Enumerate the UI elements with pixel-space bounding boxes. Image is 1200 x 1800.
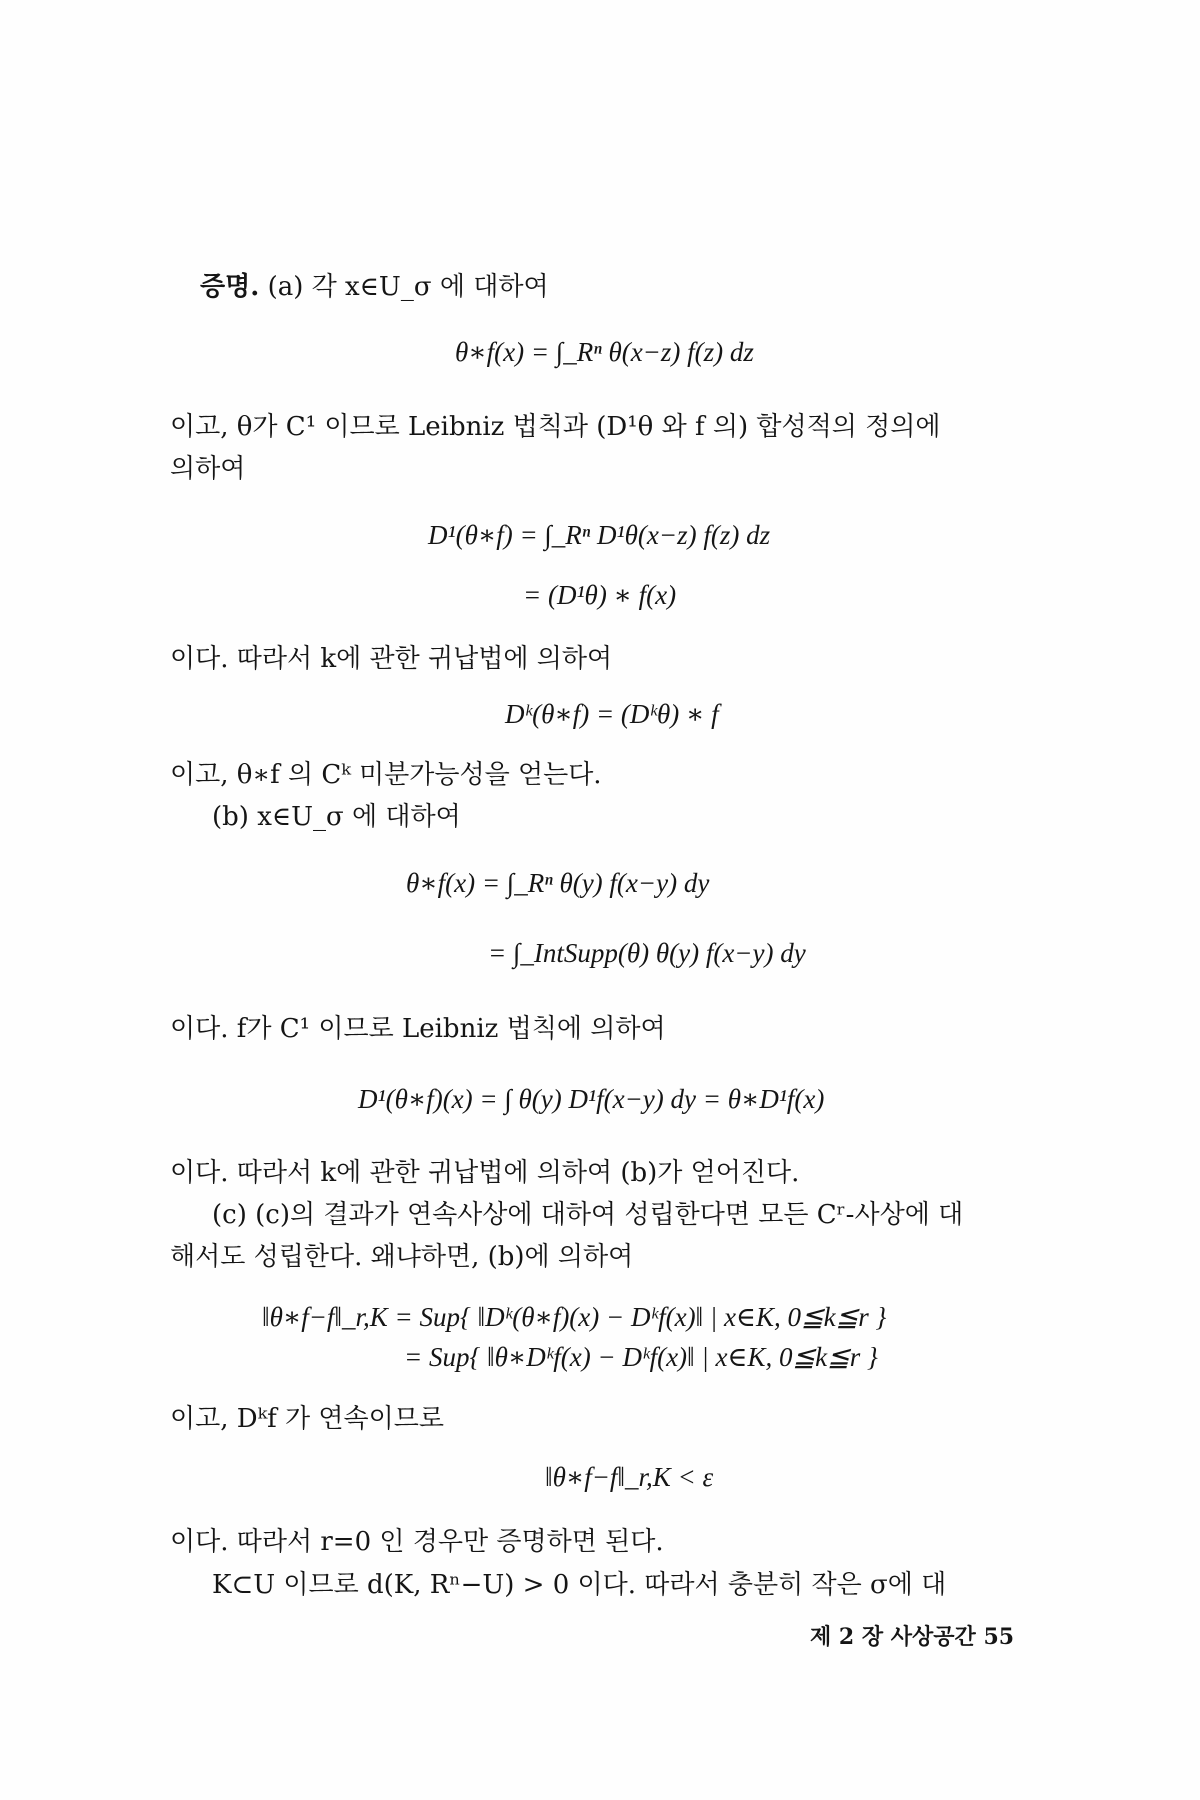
eq-derivative-k: Dᵏ(θ∗f) = (Dᵏθ) ∗ f [505, 699, 719, 729]
text-line-3: 이고, θ가 C¹ 이므로 Leibniz 법칙과 (D¹θ 와 f 의) 합성적의 정의에 [170, 412, 941, 442]
eq-convolution-b2: = ∫_IntSupp(θ) θ(y) f(x−y) dy [488, 938, 806, 968]
text-line-9: 이고, θ∗f 의 Cᵏ 미분가능성을 얻는다. [170, 760, 602, 790]
eq-derivative-1: D¹(θ∗f) = ∫_Rⁿ D¹θ(x−z) f(z) dz [428, 520, 771, 550]
eq-norm-sup-1: ‖θ∗f−f‖_r,K = Sup{ ‖Dᵏ(θ∗f)(x) − Dᵏf(x)‖ | x∈K, 0≦k≦r } [262, 1302, 887, 1332]
eq-norm-epsilon: ‖θ∗f−f‖_r,K < ε [545, 1462, 714, 1492]
text-line-b: (b) x∈U_σ 에 대하여 [212, 802, 461, 832]
proof-line-a: 증명. (a) 각 x∈U_σ 에 대하여 [200, 272, 549, 302]
text-line-15: 이다. 따라서 k에 관한 귀납법에 의하여 (b)가 얻어진다. [170, 1158, 800, 1188]
text-line-7: 이다. 따라서 k에 관한 귀납법에 의하여 [170, 644, 613, 674]
eq-convolution-b: θ∗f(x) = ∫_Rⁿ θ(y) f(x−y) dy [406, 868, 710, 898]
eq-norm-sup-2: = Sup{ ‖θ∗Dᵏf(x) − Dᵏf(x)‖ | x∈K, 0≦k≦r } [404, 1342, 878, 1372]
text-line-23: K⊂U 이므로 d(K, Rⁿ−U) > 0 이다. 따라서 충분히 작은 σ에 대 [212, 1570, 947, 1600]
eq-derivative-1b: = (D¹θ) ∗ f(x) [523, 580, 677, 610]
text-line-20: 이고, Dᵏf 가 연속이므로 [170, 1404, 444, 1434]
eq-derivative-b: D¹(θ∗f)(x) = ∫ θ(y) D¹f(x−y) dy = θ∗D¹f(x) [358, 1084, 825, 1114]
eq-convolution-def: θ∗f(x) = ∫_Rⁿ θ(x−z) f(z) dz [455, 337, 754, 367]
text-line-17: 해서도 성립한다. 왜냐하면, (b)에 의하여 [170, 1242, 634, 1272]
text-line-4: 의하여 [170, 454, 246, 484]
text-line-c: (c) (c)의 결과가 연속사상에 대하여 성립한다면 모든 Cʳ-사상에 대 [212, 1200, 964, 1230]
text-line-22: 이다. 따라서 r=0 인 경우만 증명하면 된다. [170, 1527, 664, 1557]
page-footer: 제 2 장 사상공간 55 [810, 1624, 1015, 1650]
text-line-13: 이다. f가 C¹ 이므로 Leibniz 법칙에 의하여 [170, 1014, 666, 1044]
